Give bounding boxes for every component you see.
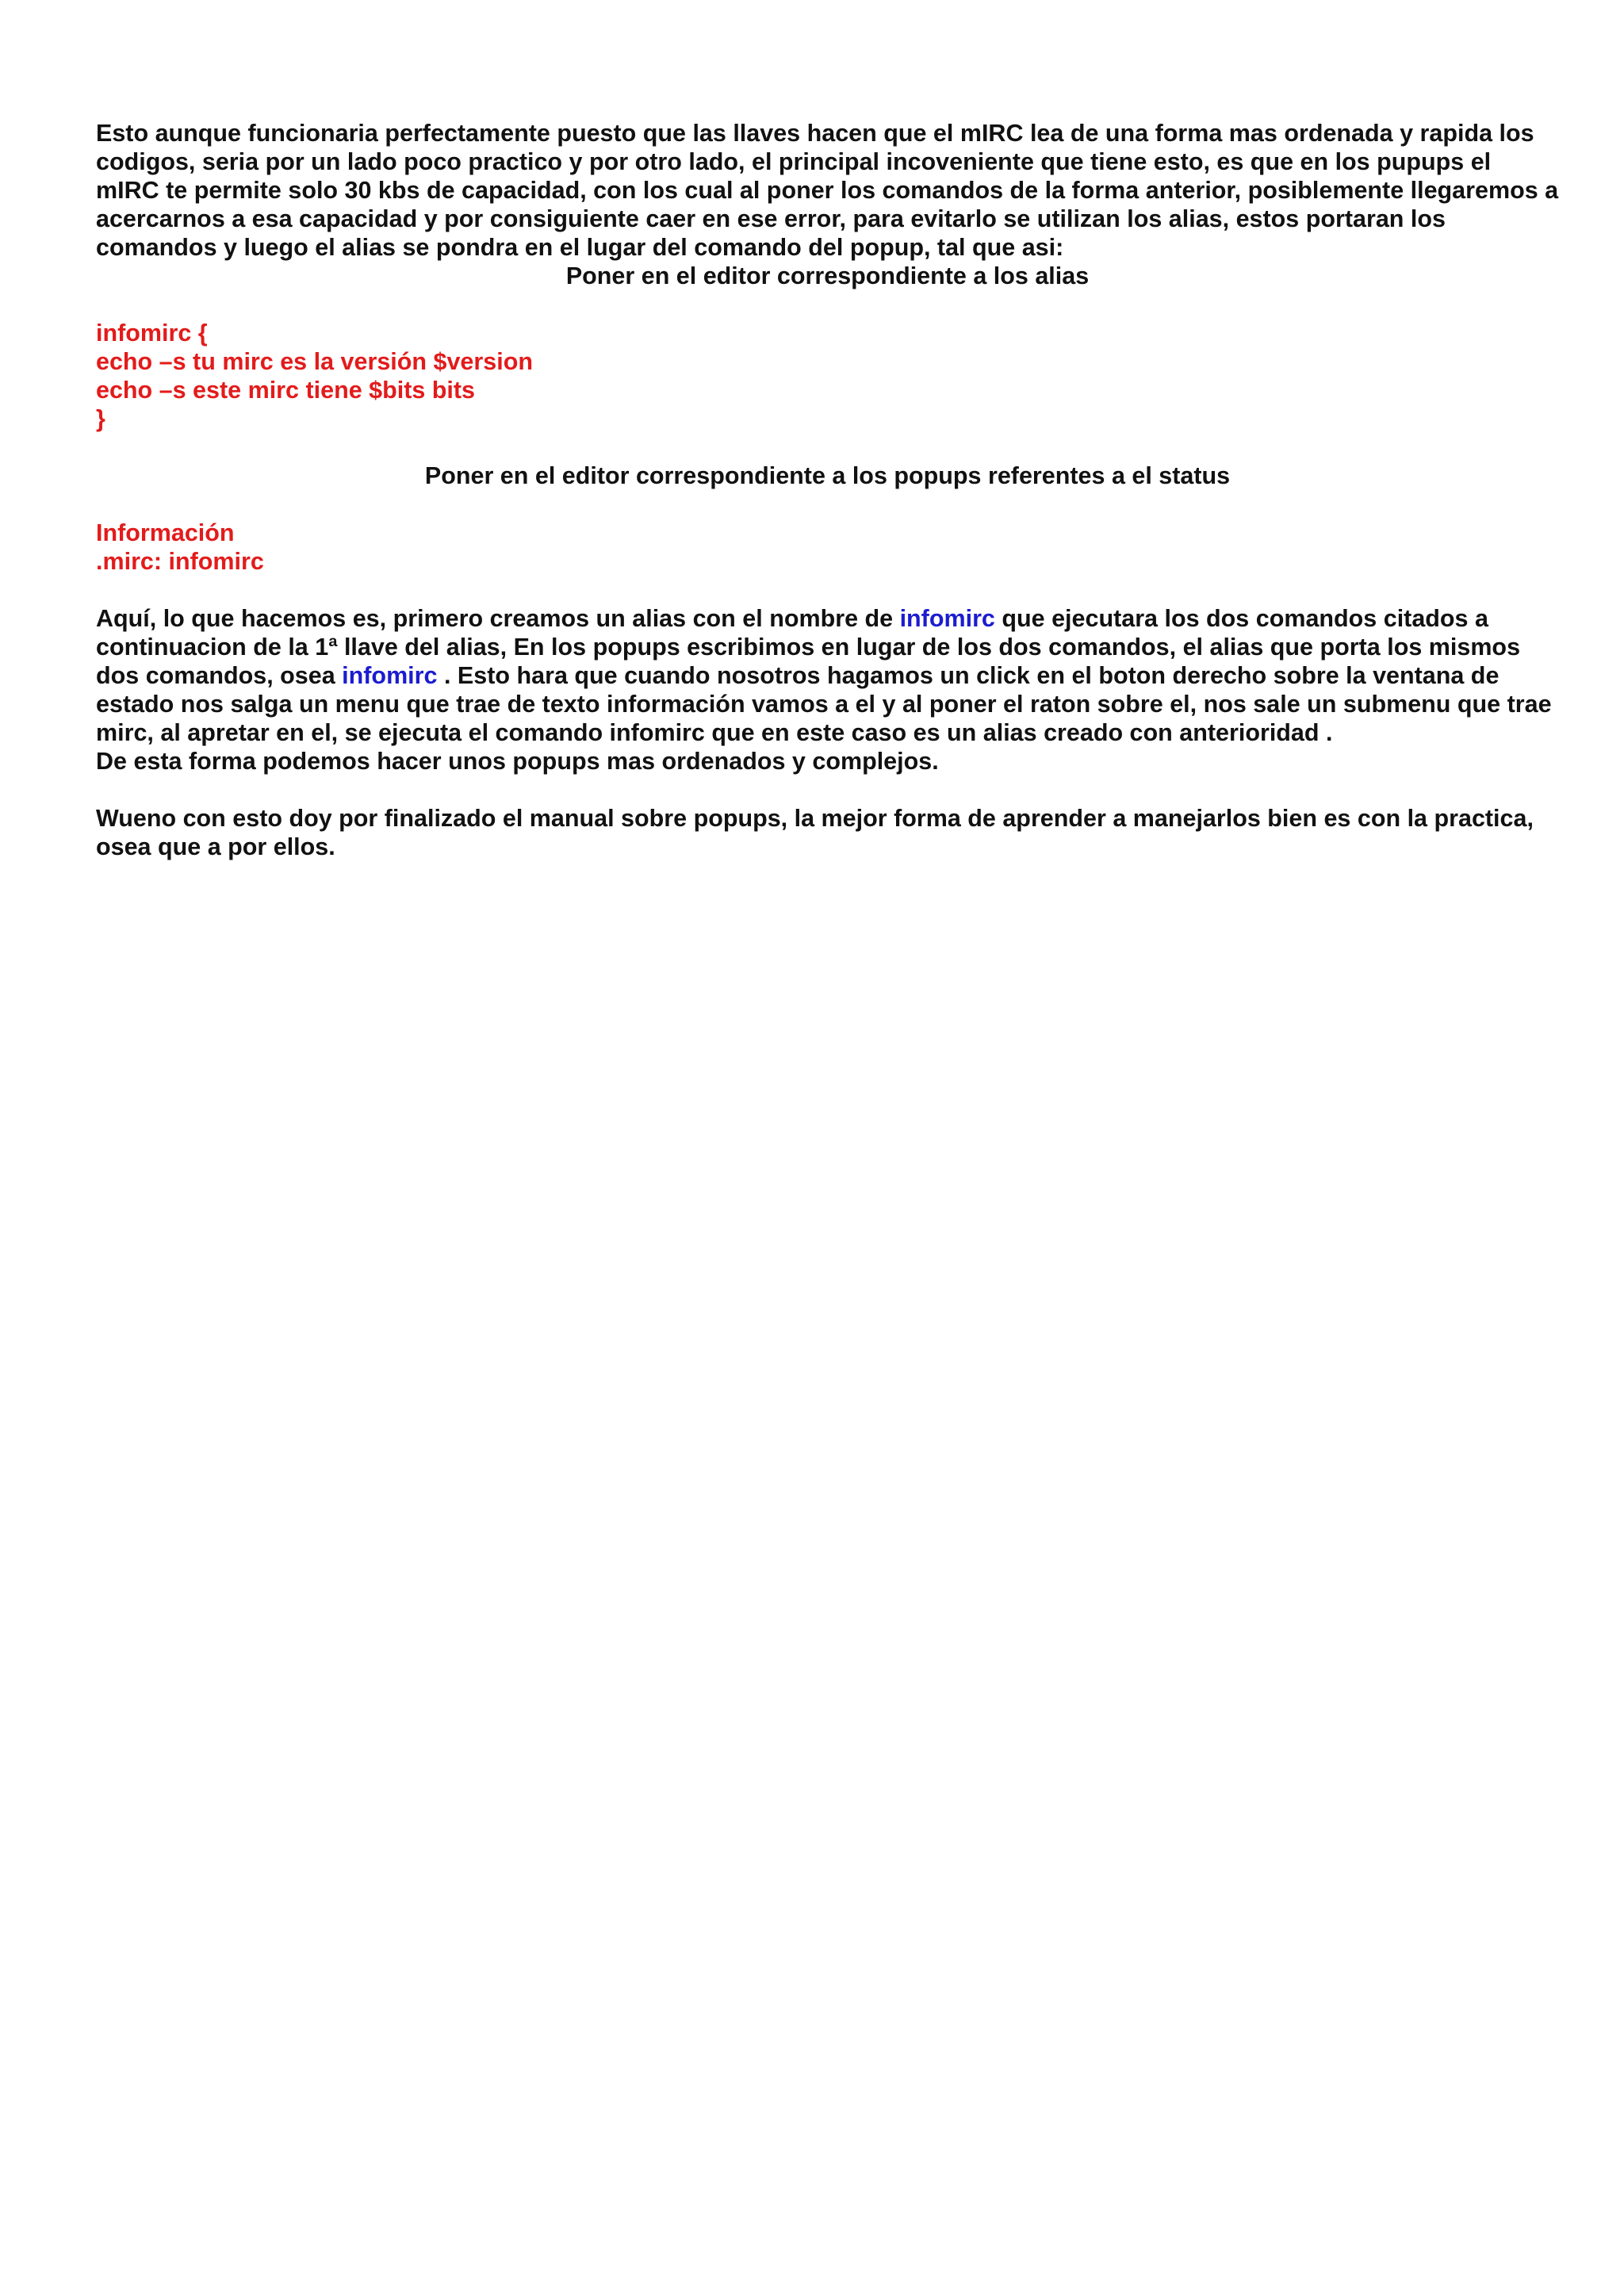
popup-code-line: Información bbox=[96, 519, 235, 546]
popup-code-line: .mirc: infomirc bbox=[96, 548, 264, 575]
alias-code-line: echo –s tu mirc es la versión $version bbox=[96, 348, 533, 375]
intro-paragraph: Esto aunque funcionaria perfectamente puesto que las llaves hacen que el mIRC lea de una forma mas ordenada y rapida los codigos, seria por un lado poco practico y por otro lado, el principal incoveniente que tiene esto, es que en los pupups el mIRC te permite solo 30 kbs de capacidad, con los cual al poner los comandos de la forma anterior, posiblemente llegaremos a acercarnos a esa capacidad y por consiguiente caer en ese error, para evitarlo se utilizan los alias, estos portaran los comandos y luego el alias se pondra en el lugar del comando del popup, tal que asi: bbox=[96, 120, 1559, 261]
alias-code-line: echo –s este mirc tiene $bits bits bbox=[96, 377, 476, 404]
document-body bbox=[96, 119, 1559, 861]
explanation-text: Aquí, lo que hacemos es, primero creamos un alias con el nombre de bbox=[96, 605, 900, 632]
alias-editor-heading: Poner en el editor correspondiente a los alias bbox=[565, 262, 1090, 289]
spacer bbox=[96, 490, 1559, 519]
alias-code-block bbox=[96, 319, 1559, 433]
popup-code-block bbox=[96, 519, 1559, 576]
infomirc-highlight: infomirc bbox=[899, 605, 995, 632]
popups-editor-heading: Poner en el editor correspondiente a los popups referentes a el status bbox=[424, 462, 1231, 489]
explanation-paragraph bbox=[96, 604, 1559, 747]
alias-code-line: infomirc { bbox=[96, 320, 208, 347]
explanation-text: . Esto hara que cuando nosotros hagamos un click en el boton derecho sobre la ventana de estado nos salga un menu que trae de texto información vamos a el y al poner el raton sobre el, nos sale un submenu que trae mirc, al apretar en el, se ejecuta el comando infomirc que en este caso es un alias creado con anterioridad . bbox=[96, 662, 1552, 746]
closing-paragraph: Wueno con esto doy por finalizado el manual sobre popups, la mejor forma de aprender a manejarlos bien es con la practica, osea que a por ellos. bbox=[96, 805, 1534, 860]
explanation-text: que ejecutara los dos comandos citados a continuacion de la 1ª llave del alias, En los popups escribimos en lugar de los dos comandos, el alias que porta los mismos dos comandos, osea bbox=[96, 605, 1521, 689]
spacer bbox=[96, 576, 1559, 604]
infomirc-highlight: infomirc bbox=[342, 662, 438, 689]
alias-code-line: } bbox=[96, 405, 105, 432]
spacer bbox=[96, 776, 1559, 804]
explanation-conclusion: De esta forma podemos hacer unos popups mas ordenados y complejos. bbox=[96, 748, 939, 775]
spacer bbox=[96, 433, 1559, 461]
spacer bbox=[96, 290, 1559, 319]
